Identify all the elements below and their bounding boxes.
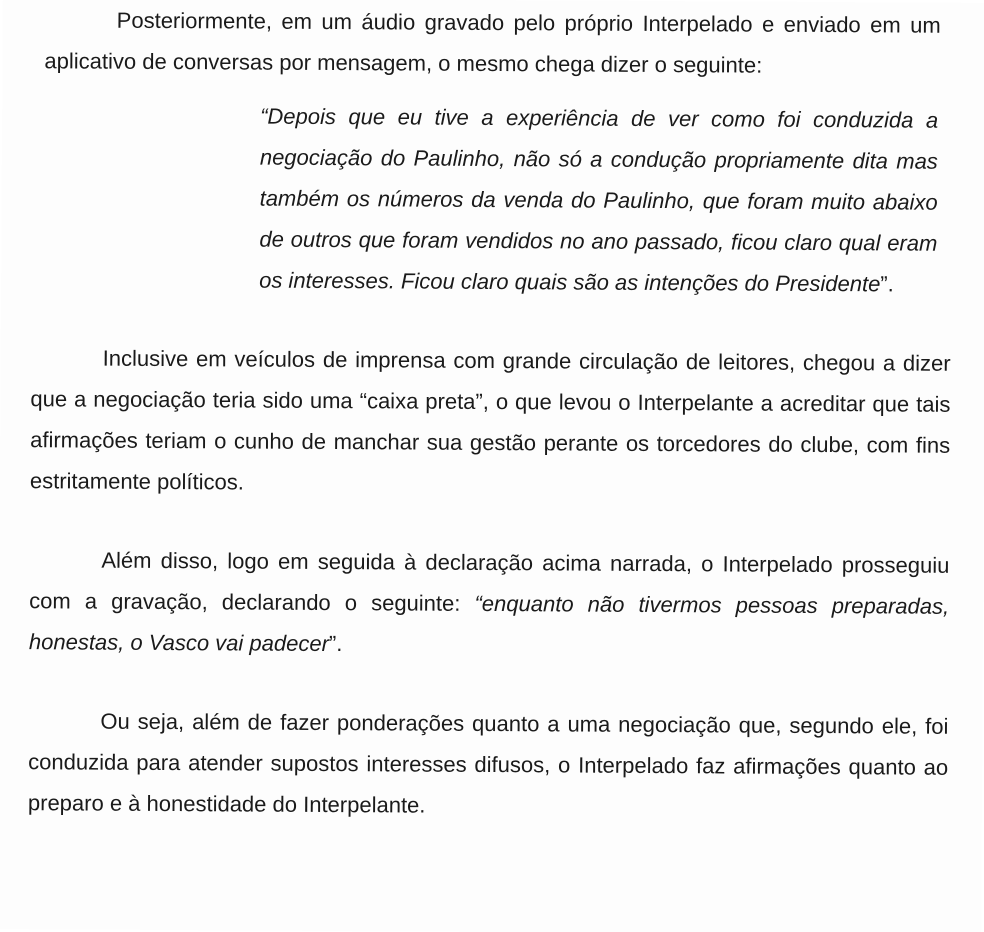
paragraph-intro: Posteriormente, em um áudio gravado pelo próprio Interpelado e enviado em um aplicativo de conversas por mensagem, o mesmo chega dizer o seguinte: [44, 7, 941, 78]
inline-quote: “enquanto não tivermos pessoas preparadas, honestas, o Vasco vai padecer [28, 590, 950, 657]
block-quote-text: “Depois que eu tive a experiência de ver como foi conduzida a negociação do Paulinho, não só a condução propriamente dita mas também os números da venda do Paulinho, que foram muito abaixo de outros que foram vendidos no ano passado, ficou claro qual eram os interesses. Ficou claro quais são as intenções do Presidente [259, 103, 939, 297]
paragraph-alem-disso [29, 539, 950, 668]
paragraph-imprensa: Inclusive em veículos de imprensa com grande circulação de leitores, chegou a dizer que a negociação teria sido uma “caixa preta”, o que levou o Interpelante a acreditar que tais afirmações teriam o cunho de manchar sua gestão perante os torcedores do clube, com fins estritamente políticos. [29, 345, 951, 495]
paragraph-ou-seja: Ou seja, além de fazer ponderações quanto a uma negociação que, segundo ele, foi conduzida para atender supostos interesses difusos, o Interpelado faz afirmações quanto ao preparo e à honestidade do Interpelante. [27, 708, 949, 818]
inline-quote-closing: ”. [328, 631, 343, 657]
paragraph-alem-disso-text: Além disso, logo em seguida à declaração acima narrada, o Interpelado prosseguiu com a gravação, declarando o seguinte: [29, 547, 950, 616]
block-quote [259, 96, 938, 305]
block-quote-closing: ”. [880, 271, 894, 297]
